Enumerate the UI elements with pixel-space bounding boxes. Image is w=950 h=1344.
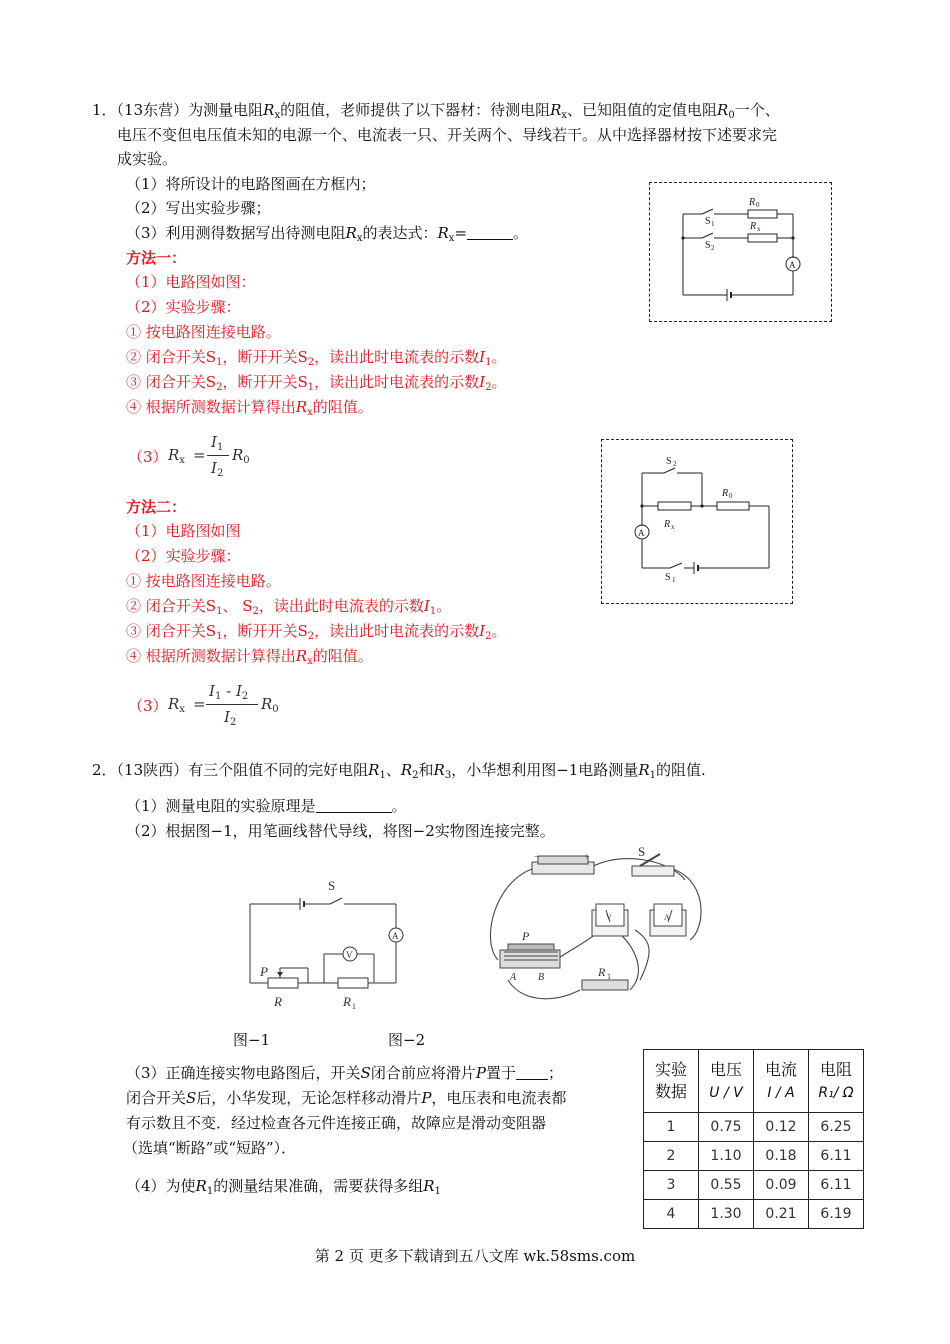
method2-step1: ① 按电路图连接电路。 (126, 572, 281, 590)
label-s1: S (705, 216, 711, 227)
answer-blank[interactable] (467, 225, 513, 240)
q2-sub3-line1: （3）正确连接实物电路图后，开关S闭合前应将滑片P置于 ； (126, 1064, 563, 1082)
method2-s2: （2）实验步骤： (126, 547, 241, 565)
fig2-label-s: S (638, 844, 646, 859)
method1-title: 方法一： (126, 249, 187, 267)
page-footer: 第 2 页 更多下载请到五八文库 wk.58sms.com (314, 1247, 636, 1265)
header-voltage: 电压 U / V (699, 1050, 754, 1113)
equals-sign: = (193, 446, 206, 464)
label-r0: R (722, 488, 729, 499)
svg-text:x: x (671, 523, 675, 531)
q1-req1: （1）将所设计的电路图画在方框内； (126, 175, 376, 193)
answer-blank[interactable] (316, 798, 392, 813)
frac-denominator: $I_2$ (224, 708, 237, 728)
label-s2: S (666, 456, 672, 467)
q1-line1: 1．（13东营）为测量电阻$R_x$的阻值，老师提供了以下器材：待测电阻$R_x$、已知阻值的定值电阻$R_0$一个、 (92, 101, 780, 121)
ammeter-icon: A (392, 931, 399, 941)
fig1-caption: 图−1 (233, 1031, 271, 1049)
q2-sub3-line3: 有示数且不变．经过检查各元件连接正确，故障应是滑动变阻器 (126, 1114, 547, 1132)
label-r0: R (749, 197, 756, 208)
frac-numerator: $I_1$ (211, 433, 224, 453)
fig1-label-s: S (328, 878, 336, 893)
frac-denominator: $I_2$ (211, 459, 224, 479)
method1-s1: （1）电路图如图： (126, 273, 256, 291)
header-trial: 实验 数据 (644, 1050, 699, 1113)
method2-formula: $R_x$ (168, 695, 185, 715)
answer-blank[interactable] (516, 1065, 548, 1080)
svg-text:1: 1 (711, 220, 715, 228)
svg-text:1: 1 (352, 1002, 356, 1011)
label-s2: S (705, 240, 711, 251)
q1-req2: （2）写出实验步骤； (126, 199, 271, 217)
frac-numerator: $I_1 - I_2$ (209, 682, 249, 702)
fig2-ammeter-icon: A (664, 913, 670, 922)
svg-text:0: 0 (756, 201, 760, 209)
table-row: 2 1.10 0.18 6.11 (644, 1142, 864, 1171)
table-row: 3 0.55 0.09 6.11 (644, 1171, 864, 1200)
experiment-data-table (643, 1049, 864, 1229)
ammeter-icon: A (789, 260, 796, 270)
fig1-label-p: P (260, 964, 268, 979)
fraction-bar (206, 704, 258, 705)
method2-title: 方法二： (126, 498, 187, 516)
label-rx: R (664, 519, 671, 530)
svg-text:2: 2 (673, 460, 677, 468)
q2-sub4: （4）为使$R_1$的测量结果准确，需要获得多组$R_1$ (126, 1177, 441, 1197)
method1-formula-label: （3） (128, 448, 168, 466)
method1-s2: （2）实验步骤： (126, 298, 241, 316)
fig2-caption: 图−2 (388, 1031, 426, 1049)
label-rx: R (750, 221, 757, 232)
equals-sign: = (193, 695, 206, 713)
method2-step3: ③ 闭合开关$S_1$，断开开关$S_2$，读出此时电流表的示数$I_2$。 (126, 622, 507, 642)
header-resistance: 电阻 R₁/ Ω (809, 1050, 864, 1113)
svg-text:2: 2 (711, 244, 715, 252)
method1-step3: ③ 闭合开关$S_2$，断开开关$S_1$，读出此时电流表的示数$I_2$。 (126, 373, 507, 393)
figure-1-schematic (240, 868, 410, 1016)
q2-sub3-line2: 闭合开关S后，小华发现，无论怎样移动滑片P，电压表和电流表都 (126, 1089, 567, 1107)
svg-text:x: x (757, 225, 761, 233)
method1-formula: $R_x$ (168, 446, 185, 466)
fig2-voltmeter-icon: V (606, 913, 612, 922)
fraction-bar (207, 455, 229, 456)
q1-req3: （3）利用测得数据写出待测电阻$R_x$的表达式：$R_x=$ 。 (126, 224, 529, 244)
q2-number: 2． (92, 761, 117, 779)
svg-text:0: 0 (729, 492, 733, 500)
label-s1: S (665, 572, 671, 583)
figure-2-apparatus (480, 840, 710, 1010)
method1-step4: ④ 根据所测数据计算得出$R_x$的阻值。 (126, 398, 373, 418)
q2-sub3-line4: （选填“断路”或“短路”）． (123, 1139, 297, 1157)
q2-sub1: （1）测量电阻的实验原理是 。 (126, 797, 407, 815)
method1-step1: ① 按电路图连接电路。 (126, 323, 281, 341)
q2-line1: 2．（13陕西）有三个阻值不同的完好电阻$R_1$、$R_2$和$R_3$，小华想利用图−1电路测量$R_1$的阻值. (92, 761, 706, 781)
frac-r0: $R_0$ (261, 695, 279, 715)
voltmeter-icon: V (346, 950, 353, 960)
q2-sub2: （2）根据图−1，用笔画线替代导线，将图−2实物图连接完整。 (126, 822, 555, 840)
method2-step4: ④ 根据所测数据计算得出$R_x$的阻值。 (126, 647, 373, 667)
table-header-row (644, 1050, 864, 1113)
svg-text:+: + (584, 852, 590, 863)
fig2-label-b: B (538, 972, 545, 983)
method2-s1: （1）电路图如图 (126, 522, 241, 540)
frac-r0: $R_0$ (232, 446, 250, 466)
svg-text:−: − (534, 852, 540, 863)
svg-text:1: 1 (607, 972, 611, 981)
fig2-label-r1: R (598, 965, 606, 979)
method1-step2: ② 闭合开关$S_1$，断开开关$S_2$，读出此时电流表的示数$I_1$。 (126, 348, 507, 368)
header-current: 电流 I / A (754, 1050, 809, 1113)
ammeter-icon: A (638, 528, 645, 538)
circuit-diagram-2 (601, 439, 793, 604)
q1-line3: 成实验。 (117, 150, 178, 168)
q1-line2: 电压不变但电压值未知的电源一个、电流表一只、开关两个、导线若干。从中选择器材按下述要求完 (117, 126, 778, 144)
table-row: 1 0.75 0.12 6.25 (644, 1113, 864, 1142)
method2-formula-label: （3） (128, 697, 168, 715)
fig2-label-a: A (510, 972, 517, 983)
fig2-label-p: P (522, 929, 530, 943)
q1-number: 1． (92, 101, 117, 119)
fig1-label-r: R (274, 994, 282, 1009)
svg-text:1: 1 (672, 576, 676, 584)
circuit-diagram-1 (649, 182, 832, 322)
method2-step2: ② 闭合开关$S_1$、 $S_2$，读出此时电流表的示数$I_1$。 (126, 597, 452, 617)
fig1-label-r1: R (343, 994, 351, 1009)
table-row: 4 1.30 0.21 6.19 (644, 1200, 864, 1229)
